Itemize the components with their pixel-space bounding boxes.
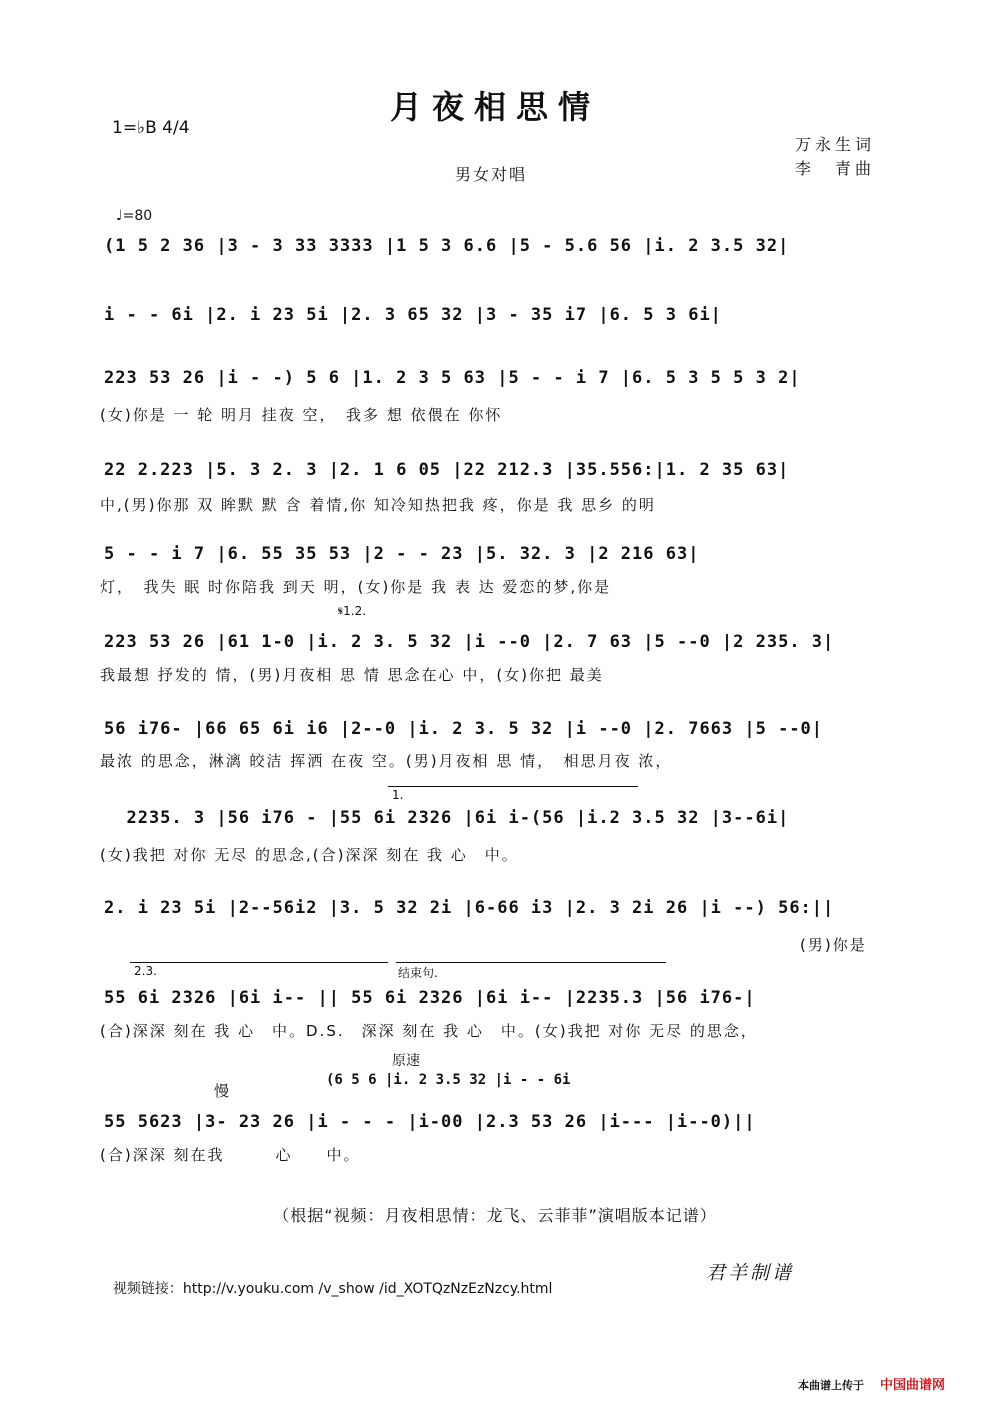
lyric-line-8: (女)我把 对你 无尽 的思念,(合)深深 刻在 我 心 中。 (100, 846, 519, 864)
score-line-1: (1 5 2 36 |3 - 3 33 3333 |1 5 3 6.6 |5 - 5.6 56 |i. 2 3.5 32| (104, 236, 790, 256)
score-line-11: 55 5623 |3- 23 26 |i - - - |i-00 |2.3 53 26 |i--- |i--0)|| (104, 1112, 756, 1132)
score-line-8: 2235. 3 |56 i76 - |55 6i 2326 |6i i-(56 |i.2 3.5 32 |3--6i| (104, 808, 790, 828)
site-logo[interactable]: 中国曲谱网 (880, 1378, 946, 1393)
page-title: 月夜相思情 (389, 88, 600, 126)
volta-1-marking: 1. (392, 788, 404, 802)
video-link-url[interactable]: http://v.youku.com /v_show /id_XOTQzNzEzNzcy.html (182, 1281, 553, 1297)
score-line-5: 5 - - i 7 |6. 55 35 53 |2 - - 23 |5. 32. 3 |2 216 63| (104, 544, 700, 564)
lyricist-credit: 万永生词 (795, 135, 876, 154)
performance-form: 男女对唱 (455, 165, 528, 184)
a-tempo-marking: 原速 (392, 1053, 420, 1069)
transcriber-signature: 君羊制谱 (706, 1262, 795, 1284)
lyric-line-7: 最浓 的思念，淋漓 皎洁 挥洒 在夜 空。(男)月夜相 思 情， 相思月夜 浓， (100, 752, 673, 770)
volta-23-marking: 2.3. (134, 964, 157, 978)
score-line-3: 223 53 26 |i - -) 5 6 |1. 2 3 5 63 |5 - - i 7 |6. 5 3 5 5 3 2| (104, 368, 801, 388)
segno-marking: 𝄋1.2. (338, 604, 367, 618)
ending-bracket (396, 962, 666, 963)
lyric-line-6: 我最想 抒发的 情，(男)月夜相 思 情 思念在心 中，(女)你把 最美 (100, 666, 604, 684)
score-line-6: 223 53 26 |61 1-0 |i. 2 3. 5 32 |i --0 |2. 7 63 |5 --0 |2 235. 3| (104, 632, 835, 652)
upload-note: 本曲谱上传于 (798, 1379, 864, 1392)
volta-1-bracket (388, 786, 638, 787)
score-line-4: 22 2.223 |5. 3 2. 3 |2. 1 6 05 |22 212.3 |35.556:|1. 2 35 63| (104, 460, 790, 480)
ossia-line: (6 5 6 |i. 2 3.5 32 |i - - 6i (326, 1072, 571, 1088)
lyric-line-4: 中,(男)你那 双 眸默 默 含 着情,你 知冷知热把我 疼，你是 我 思乡 的明 (100, 496, 656, 514)
score-line-10: 55 6i 2326 |6i i-- || 55 6i 2326 |6i i-- |2235.3 |56 i76-| (104, 988, 756, 1008)
key-signature: 1=♭B 4/4 (112, 118, 190, 138)
slow-marking: 慢 (214, 1082, 230, 1100)
score-line-9: 2. i 23 5i |2--56i2 |3. 5 32 2i |6-66 i3 |2. 3 2i 26 |i --) 56:|| (104, 898, 835, 918)
lyric-line-3: (女)你是 一 轮 明月 挂夜 空， 我多 想 依偎在 你怀 (100, 406, 503, 424)
score-line-7: 56 i76- |66 65 6i i6 |2--0 |i. 2 3. 5 32 |i --0 |2. 7663 |5 --0| (104, 719, 824, 739)
video-link[interactable] (104, 1262, 552, 1298)
tempo-marking: ♩=80 (116, 208, 153, 224)
volta-23-bracket (130, 962, 388, 963)
score-line-2: i - - 6i |2. i 23 5i |2. 3 65 32 |3 - 35 i7 |6. 5 3 6i| (104, 305, 722, 325)
lyric-line-11: (合)深深 刻在我 心 中。 (100, 1146, 361, 1164)
lyric-line-9: (男)你是 (800, 936, 867, 954)
video-link-label: 视频链接： (112, 1281, 183, 1297)
lyric-line-10: (合)深深 刻在 我 心 中。D.S. 深深 刻在 我 心 中。(女)我把 对你 无尽 的思念， (100, 1022, 758, 1040)
source-note: （根据“视频：月夜相思情：龙飞、云菲菲”演唱版本记谱） (273, 1206, 717, 1225)
lyric-line-5: 灯， 我失 眠 时你陪我 到天 明，(女)你是 我 表 达 爱恋的梦,你是 (100, 578, 612, 596)
composer-credit: 李 青曲 (795, 159, 876, 178)
ending-marking: 结束句. (398, 966, 438, 980)
